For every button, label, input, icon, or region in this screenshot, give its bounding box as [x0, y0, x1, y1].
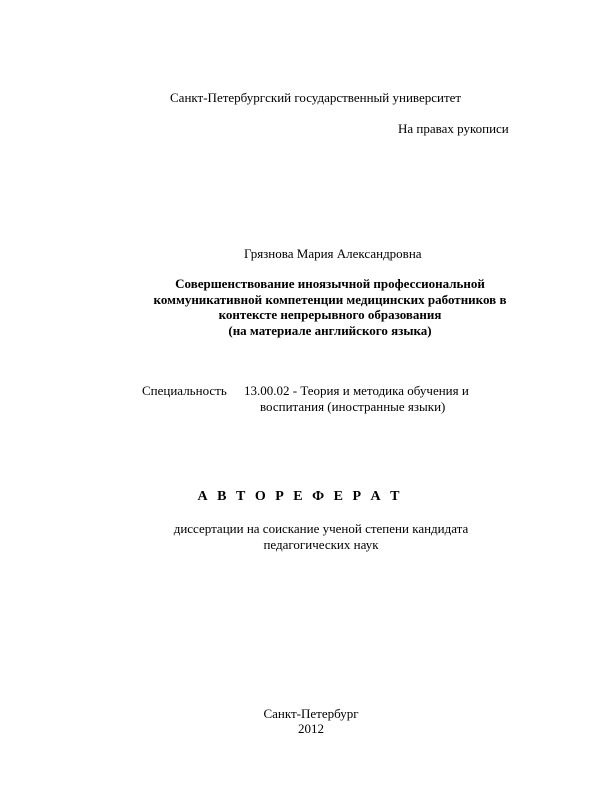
- degree-line: педагогических наук: [263, 537, 379, 552]
- university-name: Санкт-Петербургский государственный университет: [170, 90, 462, 105]
- degree-line: диссертации на соискание ученой степени кандидата: [173, 521, 469, 536]
- author-name: Грязнова Мария Александровна: [244, 246, 422, 261]
- place-and-year: [226, 706, 396, 736]
- manuscript-note: На правах рукописи: [398, 121, 509, 136]
- year: 2012: [298, 721, 324, 736]
- title-line: Совершенствование иноязычной профессиональной: [175, 276, 485, 291]
- document-type-heading: А В Т О Р Е Ф Е Р А Т: [197, 489, 403, 504]
- dissertation-title: [100, 276, 560, 338]
- degree-description: [136, 521, 506, 553]
- specialty-label: Специальность: [142, 383, 227, 398]
- title-line: контексте непрерывного образования: [218, 307, 442, 322]
- title-line: (на материале английского языка): [228, 322, 432, 338]
- city: Санкт-Петербург: [263, 706, 359, 721]
- title-line: коммуникативной компетенции медицинских работников в: [153, 291, 507, 307]
- specialty-line-2: воспитания (иностранные языки): [260, 399, 446, 414]
- specialty-line-1: 13.00.02 - Теория и методика обучения и: [244, 383, 469, 398]
